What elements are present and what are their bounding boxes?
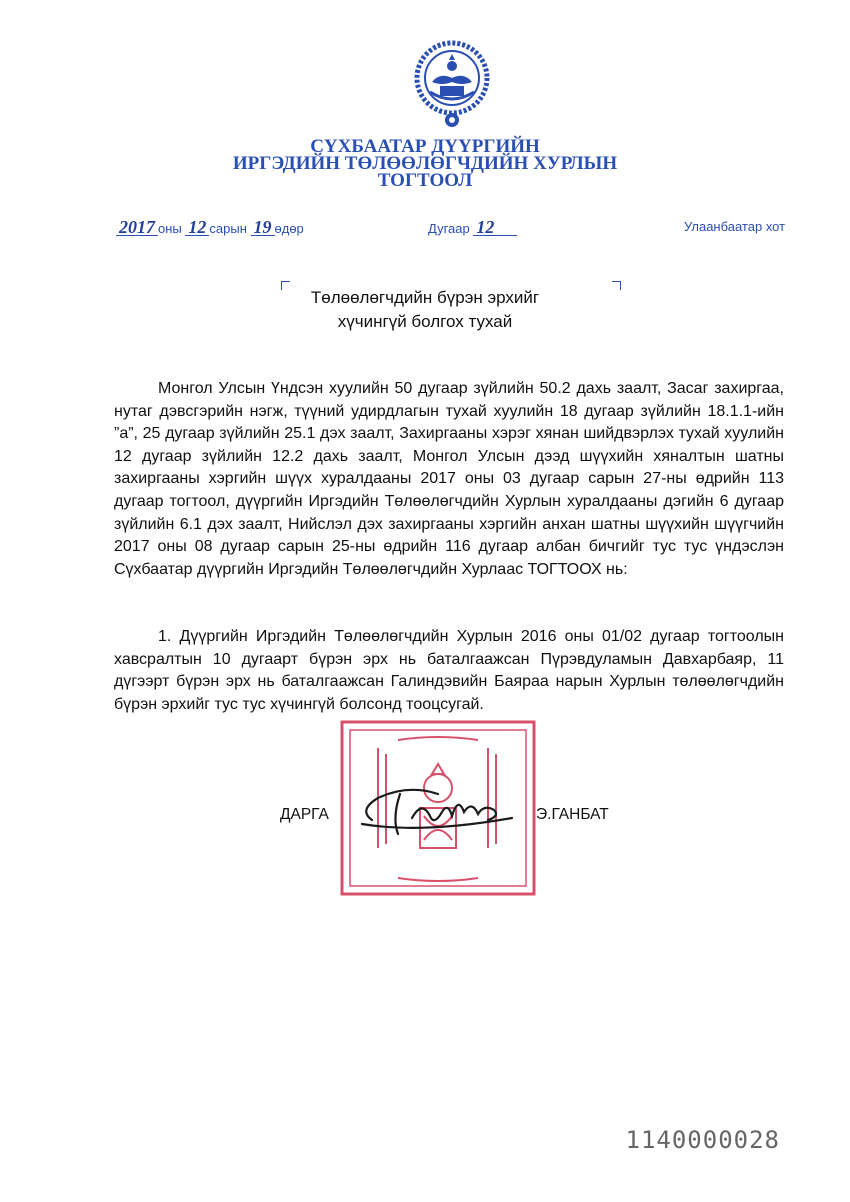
document-serial-number: 1140000028 [625, 1126, 780, 1154]
number-line [428, 219, 517, 236]
date-day-suffix: өдөр [274, 221, 304, 236]
resolution-title-line1: Төлөөлөгчдийн бүрэн эрхийг [310, 288, 540, 307]
number-label: Дугаар [428, 221, 470, 236]
issuer-name-line2: ИРГЭДИЙН ТӨЛӨӨЛӨГЧДИЙН ХУРЛЫН [232, 153, 618, 174]
document-type: ТОГТООЛ [377, 170, 473, 191]
document-number-handwritten: 12 [473, 219, 517, 236]
date-month: 12 [185, 219, 209, 236]
preamble-paragraph: Монгол Улсын Үндсэн хуулийн 50 дугаар зүйлийн 50.2 дахь заалт, Засаг захиргаа, нутаг дэвсгэрийн нэгж, түүний удирдлагын тухай хуулийн 18 дугаар зүйлийн 18.1.1-ийн ”а”, 25 дугаар зүйлийн 25.1 дэх заалт, Захиргааны хэрэг хянан шийдвэрлэх тухай хуулийн 12 дугаар зүйлийн 12.2 дахь заалт, Монгол Улсын дээд шүүхийн хяналтын шатны захиргааны хэргийн шүүх хуралдааны 2017 оны 03 дугаар сарын 27-ны өдрийн 113 дугаар тогтоол, дүүргийн Иргэдийн Төлөөлөгчдийн Хурлын хуралдааны дэгийн 6 дугаар зүйлийн 6.1 дэх заалт, Нийслэл дэх захиргааны хэргийн анхан шатны шүүхийн шүүгчийн 2017 оны 08 дугаар сарын 25-ны өдрийн 116 дугаар албан бичгийг тус тус үндэслэн Сүхбаатар дүүргийн Иргэдийн Төлөөлөгчдийн Хурлаас ТОГТООХ нь: [114, 380, 784, 578]
date-month-suffix: сарын [209, 221, 247, 236]
handwritten-signature [352, 774, 522, 844]
resolution-item-1: 1. Дүүргийн Иргэдийн Төлөөлөгчдийн Хурлын 2016 оны 01/02 дугаар тогтоолын хавсралтын 10 дугаарт бүрэн эрх нь баталгаажсан Пүрэвдуламын Давхарбаяр, 11 дүгээрт бүрэн эрх нь баталгаажсан Галиндэвийн Баяраа нарын Хурлын төлөөлөгчдийн бүрэн эрхийг тус тус хүчингүй болсонд тооцсугай. [114, 628, 784, 713]
signatory-role: ДАРГА [280, 806, 329, 823]
date-year: 2017 [116, 219, 158, 236]
date-line [116, 219, 304, 236]
state-emblem-icon [414, 40, 490, 130]
resolution-title-line2: хүчингүй болгох тухай [337, 312, 513, 331]
signatory-name: Э.ГАНБАТ [536, 806, 609, 823]
issuer-name-line1: СҮХБААТАР ДҮҮРГИЙН [310, 136, 540, 157]
date-day: 19 [251, 219, 275, 236]
city: Улаанбаатар хот [684, 219, 786, 234]
date-year-suffix: оны [158, 221, 182, 236]
